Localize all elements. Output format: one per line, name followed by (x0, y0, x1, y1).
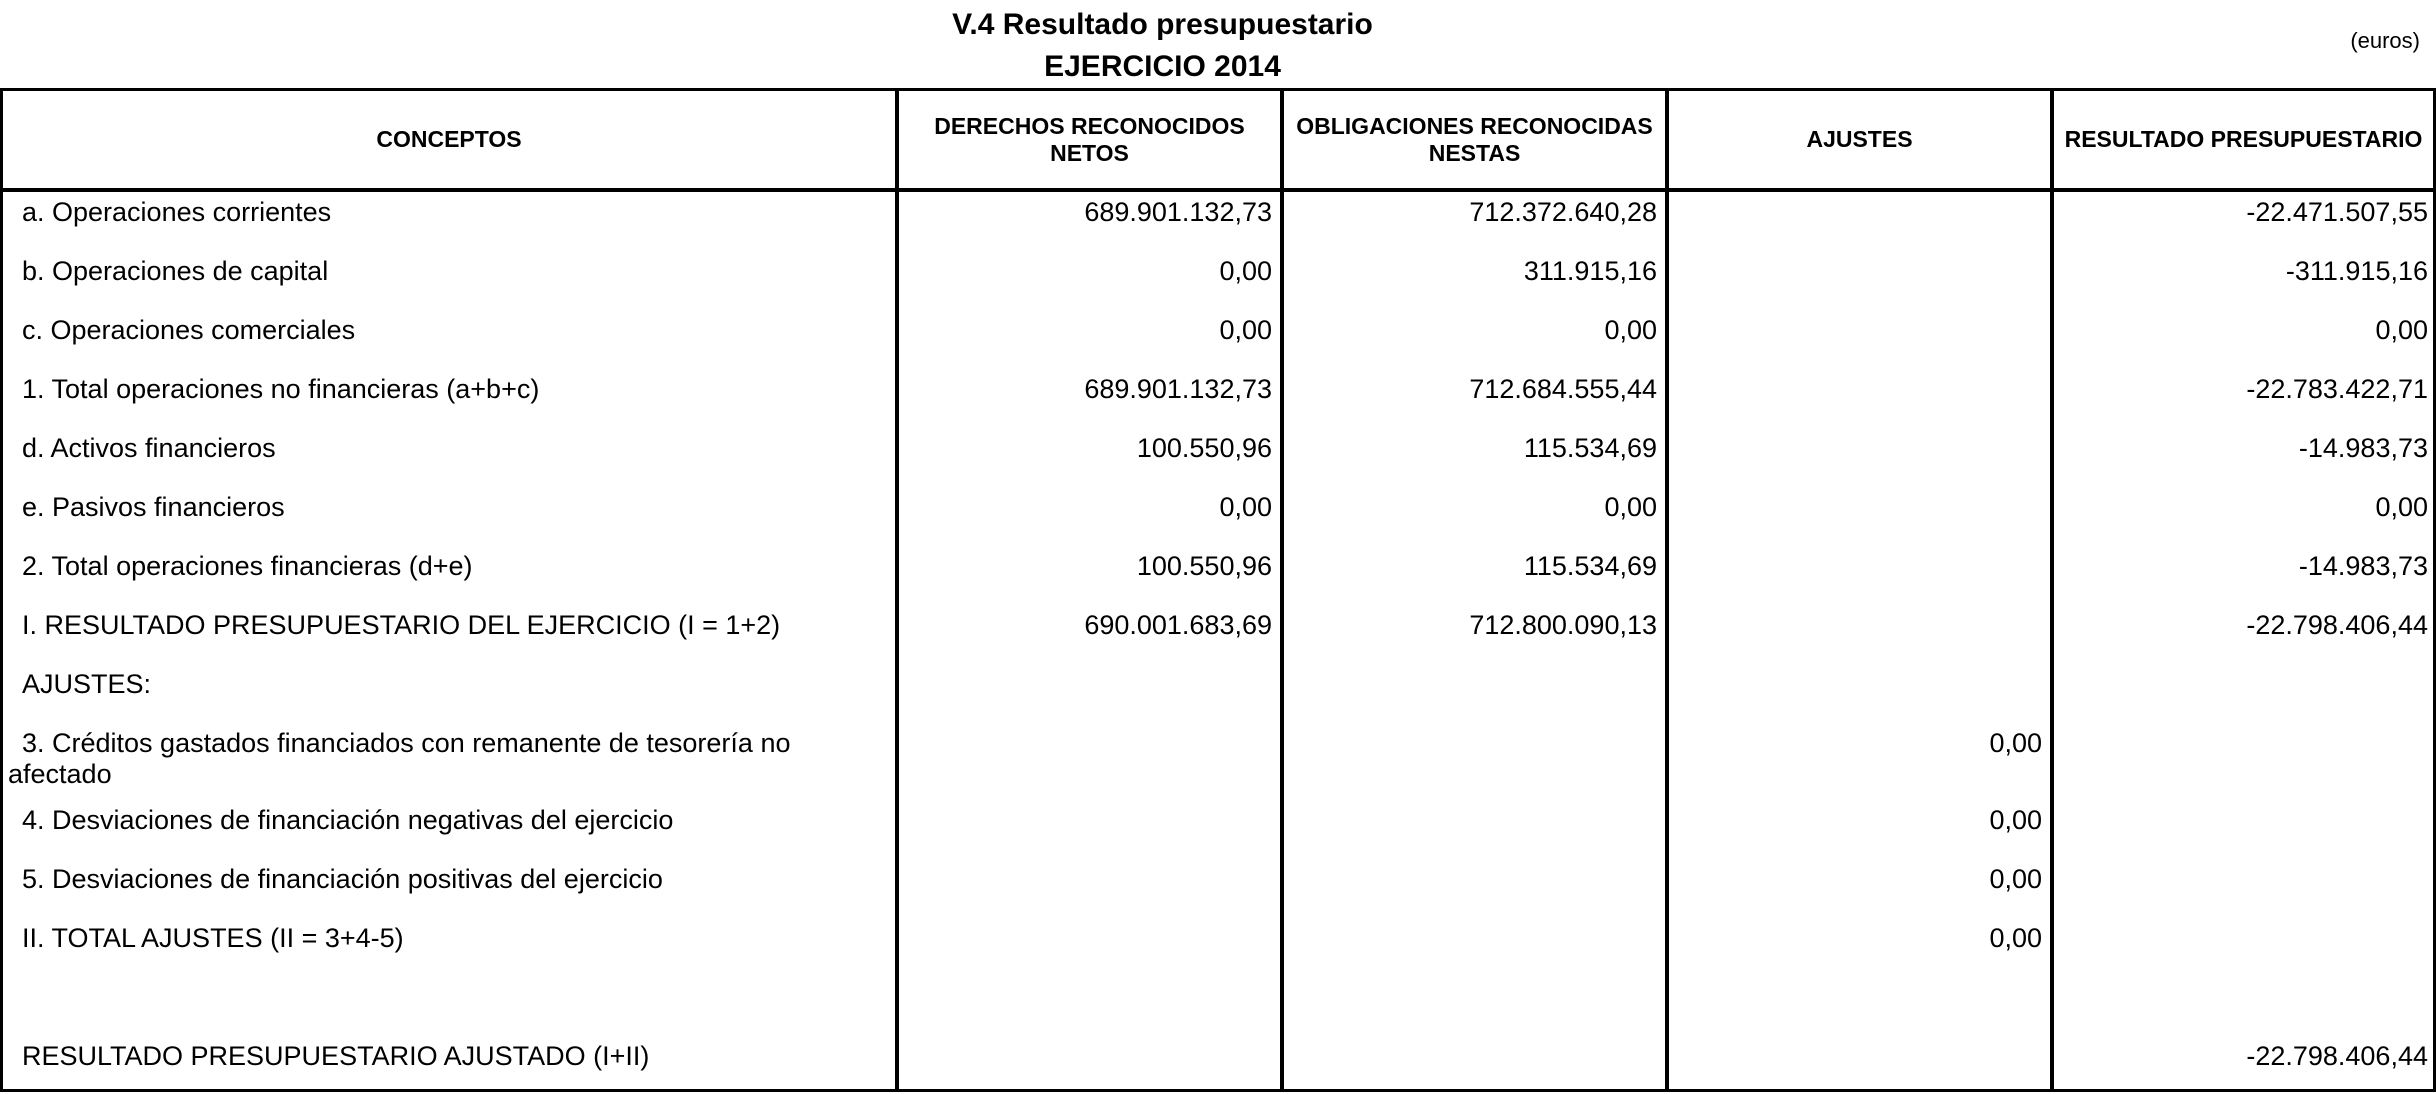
header-obligaciones: OBLIGACIONES RECONOCIDAS NESTAS (1296, 112, 1653, 166)
concepto-cell: c. Operaciones comerciales (22, 315, 356, 345)
obligaciones-cell: 0,00 (1604, 315, 1657, 345)
resultado-cell: -22.471.507,55 (2246, 197, 2428, 227)
concepto-cell: a. Operaciones corrientes (22, 197, 332, 227)
column-divider (1280, 88, 1284, 1092)
derechos-cell: 0,00 (1219, 492, 1272, 522)
obligaciones-cell: 712.372.640,28 (1469, 197, 1657, 227)
header-derechos: DERECHOS RECONOCIDOS NETOS (934, 112, 1245, 166)
ajustes-cell: 0,00 (1989, 923, 2042, 953)
header-resultado: RESULTADO PRESUPUESTARIO (2064, 126, 2423, 152)
page-subtitle: EJERCICIO 2014 (1044, 50, 1281, 83)
derechos-cell: 0,00 (1219, 315, 1272, 345)
unit-note: (euros) (2350, 28, 2420, 53)
column-divider (895, 88, 899, 1092)
obligaciones-cell: 115.534,69 (1523, 433, 1657, 463)
column-divider (2050, 88, 2054, 1092)
obligaciones-cell: 0,00 (1604, 492, 1657, 522)
obligaciones-cell: 311.915,16 (1523, 256, 1657, 286)
derechos-cell: 689.901.132,73 (1084, 197, 1272, 227)
page-title: V.4 Resultado presupuestario (952, 8, 1373, 41)
concepto-cell: 1. Total operaciones no financieras (a+b+c) (22, 374, 540, 404)
concepto-cell: 2. Total operaciones financieras (d+e) (22, 551, 473, 581)
concepto-cell: AJUSTES: (22, 669, 152, 699)
resultado-cell: 0,00 (2375, 492, 2428, 522)
resultado-cell: -14.983,73 (2298, 551, 2428, 581)
obligaciones-cell: 712.684.555,44 (1469, 374, 1657, 404)
concepto-cell: RESULTADO PRESUPUESTARIO AJUSTADO (I+II) (22, 1041, 650, 1071)
header-conceptos: CONCEPTOS (376, 126, 522, 152)
concepto-cell: 4. Desviaciones de financiación negativas del ejercicio (22, 805, 674, 835)
ajustes-cell: 0,00 (1989, 864, 2042, 894)
concepto-cell: b. Operaciones de capital (22, 256, 329, 286)
concepto-cell: II. TOTAL AJUSTES (II = 3+4-5) (22, 923, 404, 953)
ajustes-cell: 0,00 (1989, 728, 2042, 758)
title-block (0, 4, 2325, 88)
obligaciones-cell: 712.800.090,13 (1469, 610, 1657, 640)
concepto-cell: d. Activos financieros (22, 433, 276, 463)
ajustes-cell: 0,00 (1989, 805, 2042, 835)
derechos-cell: 0,00 (1219, 256, 1272, 286)
derechos-cell: 100.550,96 (1136, 551, 1272, 581)
resultado-cell: -14.983,73 (2298, 433, 2428, 463)
budget-result-table (0, 88, 2436, 1092)
obligaciones-cell: 115.534,69 (1523, 551, 1657, 581)
concepto-cell: 3. Créditos gastados financiados con remanente de tesorería no afectado (8, 728, 791, 789)
resultado-cell: -22.798.406,44 (2246, 1041, 2428, 1071)
resultado-cell: 0,00 (2375, 315, 2428, 345)
resultado-cell: -22.783.422,71 (2246, 374, 2428, 404)
concepto-cell: 5. Desviaciones de financiación positivas del ejercicio (22, 864, 663, 894)
derechos-cell: 689.901.132,73 (1084, 374, 1272, 404)
header-divider (0, 188, 2436, 192)
header-ajustes: AJUSTES (1806, 126, 1913, 152)
resultado-cell: -311.915,16 (2285, 256, 2428, 286)
derechos-cell: 100.550,96 (1136, 433, 1272, 463)
concepto-cell: I. RESULTADO PRESUPUESTARIO DEL EJERCICIO (I = 1+2) (22, 610, 781, 640)
derechos-cell: 690.001.683,69 (1084, 610, 1272, 640)
resultado-cell: -22.798.406,44 (2246, 610, 2428, 640)
concepto-cell: e. Pasivos financieros (22, 492, 285, 522)
